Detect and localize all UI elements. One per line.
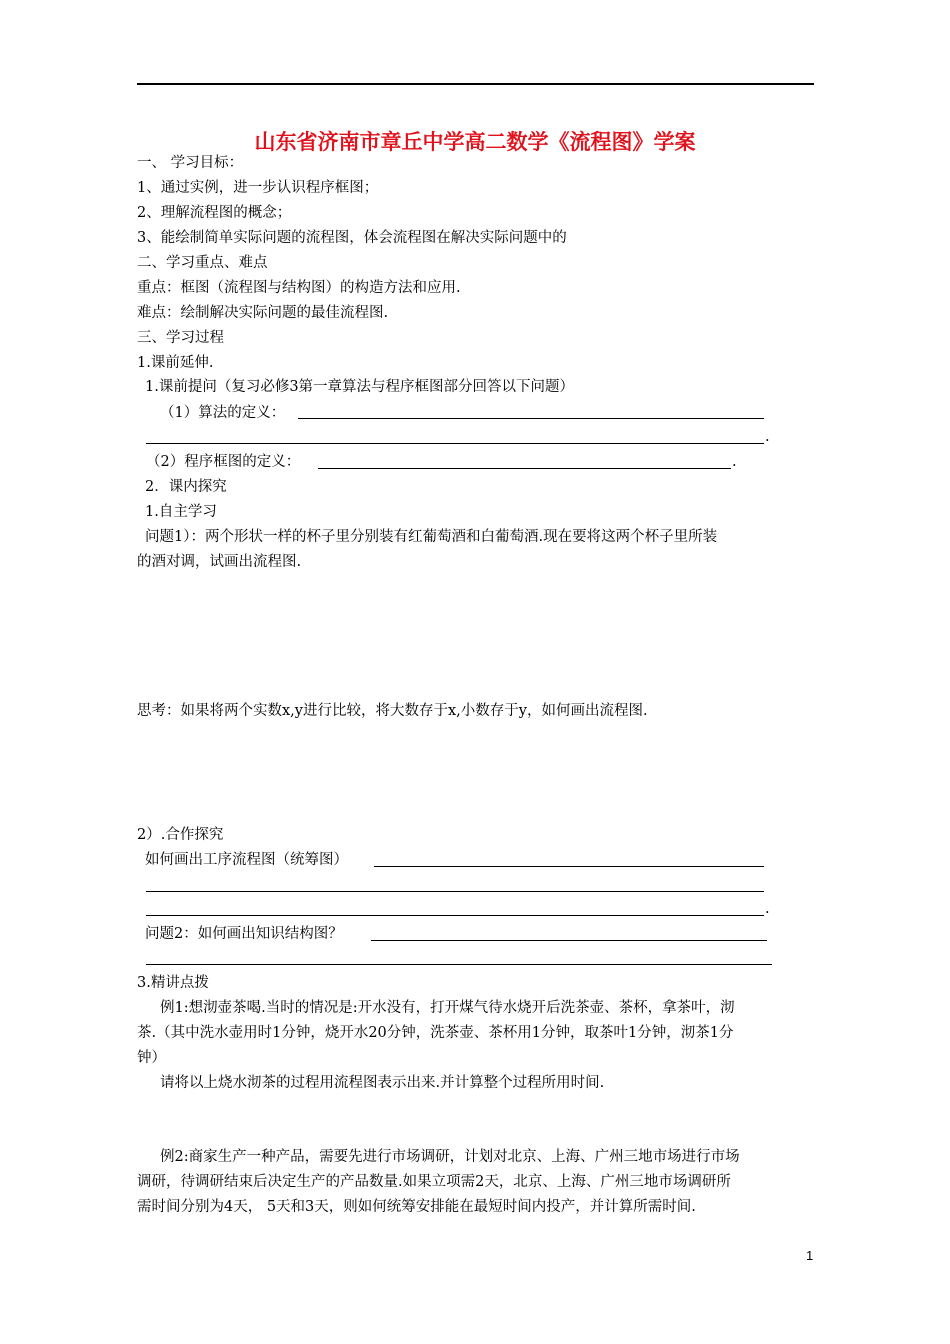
answer-line: [298, 418, 764, 419]
problem-1-line-2: 的酒对调，试画出流程图.: [137, 554, 302, 570]
cooperative-heading: 2）.合作探究: [137, 827, 224, 843]
goal-2: 2、理解流程图的概念；: [137, 205, 292, 221]
example-2-line-1: 例2:商家生产一种产品，需要先进行市场调研，计划对北京、上海、广州三地市场进行市场: [160, 1149, 740, 1165]
section-1-heading: 一、 学习目标：: [137, 155, 244, 171]
page-number: 1: [806, 1248, 814, 1263]
answer-line: [374, 866, 764, 867]
section-2-heading: 二、学习重点、难点: [137, 255, 268, 271]
part-3-heading: 3.精讲点拨: [137, 975, 209, 991]
goal-1: 1、通过实例，进一步认识程序框图；: [137, 180, 379, 196]
example-1-line-2: 茶.（其中洗水壶用时1分钟，烧开水20分钟，洗茶壶、茶杯用1分钟，取茶叶1分钟，沏茶1分: [137, 1025, 734, 1041]
question-algorithm-definition: （1）算法的定义：: [160, 405, 286, 421]
document-title: 山东省济南市章丘中学高二数学《流程图》学案: [254, 129, 696, 154]
difficult-point: 难点：绘制解决实际问题的最佳流程图.: [137, 305, 389, 321]
problem-1-line-1: 问题1）：两个形状一样的杯子里分别装有红葡萄酒和白葡萄酒.现在要将这两个杯子里所装: [145, 529, 718, 545]
answer-line: [146, 915, 764, 916]
problem-2: 问题2：如何画出知识结构图？: [145, 926, 343, 942]
part-2-heading: 2．课内探究: [145, 479, 227, 495]
think-question: 思考：如果将两个实数x,y进行比较，将大数存于x,小数存于y，如何画出流程图.: [137, 703, 648, 719]
section-3-heading: 三、学习过程: [137, 330, 224, 346]
answer-line: [146, 443, 764, 444]
answer-line: [146, 891, 764, 892]
part-1-heading: 1.课前延伸.: [137, 355, 214, 371]
example-2-line-2: 调研，待调研结束后决定生产的产品数量.如果立项需2天，北京、上海、广州三地市场调研所: [137, 1174, 731, 1190]
example-2-line-3: 需时间分别为4天， 5天和3天，则如何统筹安排能在最短时间内投产，并计算所需时间.: [137, 1199, 696, 1215]
cooperative-question: 如何画出工序流程图（统筹图）: [145, 852, 348, 868]
example-1-task: 请将以上烧水沏茶的过程用流程图表示出来.并计算整个过程所用时间.: [160, 1075, 605, 1091]
answer-line: [371, 940, 767, 941]
header-rule: [137, 83, 814, 85]
goal-3: 3、能绘制简单实际问题的流程图，体会流程图在解决实际问题中的: [137, 230, 567, 246]
example-1-line-1: 例1:想沏壶茶喝.当时的情况是:开水没有，打开煤气待水烧开后洗茶壶、茶杯，拿茶叶，沏: [160, 1000, 735, 1016]
line-end-period: .: [765, 901, 770, 917]
answer-line: [318, 468, 731, 469]
self-study-heading: 1.自主学习: [145, 504, 217, 520]
answer-line: [146, 964, 772, 965]
question-flowchart-definition: （2）程序框图的定义：: [146, 454, 301, 470]
key-point: 重点：框图（流程图与结构图）的构造方法和应用.: [137, 280, 461, 296]
example-1-line-3: 钟）: [137, 1050, 166, 1066]
line-end-period: .: [732, 454, 737, 470]
pre-class-questions: 1.课前提问（复习必修3第一章算法与程序框图部分回答以下问题）: [145, 379, 575, 395]
line-end-period: .: [765, 429, 770, 445]
